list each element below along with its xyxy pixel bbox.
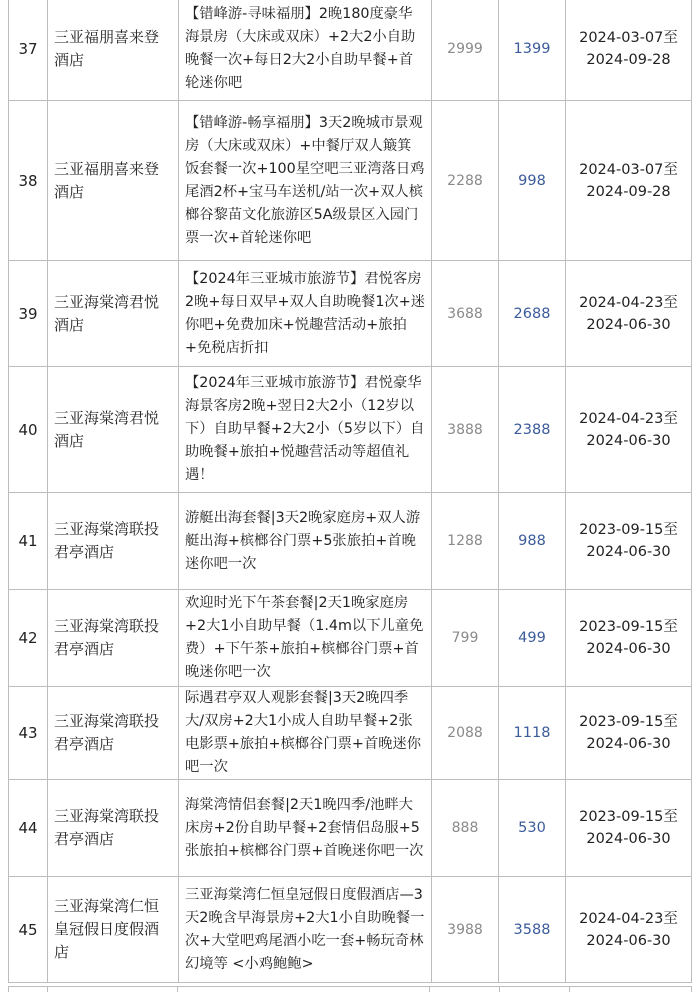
- date-end: 2024-06-30: [586, 544, 671, 560]
- row-number: 38: [9, 101, 48, 261]
- sale-price: 2388: [499, 367, 566, 493]
- sale-price: 988: [499, 493, 566, 590]
- date-start: 2023-09-15至: [579, 522, 678, 538]
- date-end: 2024-06-30: [586, 736, 671, 752]
- table-row: [9, 687, 692, 780]
- table-row: [9, 877, 692, 983]
- date-start: 2024-03-07至: [579, 161, 678, 178]
- hotel-name: 三亚海棠湾君悦酒店: [48, 261, 179, 367]
- validity-period: [566, 877, 692, 983]
- hotel-name: 三亚海棠湾君悦酒店: [48, 367, 179, 493]
- original-price: 3888: [432, 367, 499, 493]
- package-description: 游艇出海套餐|3天2晚家庭房+双人游艇出海+槟榔谷门票+5张旅拍+首晚迷你吧一次: [179, 493, 432, 590]
- sale-price: 998: [499, 101, 566, 261]
- table-row: [9, 493, 692, 590]
- date-end: 2024-09-28: [586, 51, 671, 68]
- date-start: 2024-04-23至: [579, 910, 678, 927]
- package-description: 【2024年三亚城市旅游节】君悦客房2晚+每日双早+双人自助晚餐1次+迷你吧+免费加床+悦趣营活动+旅拍+免税店折扣: [179, 261, 432, 367]
- date-start: 2023-09-15至: [579, 619, 678, 635]
- table-row: [9, 261, 692, 367]
- hotel-package-table: [8, 0, 692, 983]
- date-end: 2024-06-30: [586, 932, 671, 949]
- validity-period: [566, 101, 692, 261]
- hotel-name: 三亚海棠湾联投君亭酒店: [48, 687, 179, 780]
- validity-period: [566, 367, 692, 493]
- validity-period: [566, 687, 692, 780]
- next-row-edge: [8, 986, 692, 992]
- table-row: [9, 0, 692, 101]
- hotel-name: 三亚海棠湾仁恒皇冠假日度假酒店: [48, 877, 179, 983]
- row-number: 42: [9, 590, 48, 687]
- sale-price: 499: [499, 590, 566, 687]
- validity-period: [566, 590, 692, 687]
- sale-price: 530: [499, 780, 566, 877]
- package-description: 海棠湾情侣套餐|2天1晚四季/池畔大床房+2份自助早餐+2套情侣岛服+5张旅拍+槟榔谷门票+首晚迷你吧一次: [179, 780, 432, 877]
- table-row: [9, 367, 692, 493]
- hotel-name: 三亚海棠湾联投君亭酒店: [48, 780, 179, 877]
- original-price: 2999: [432, 0, 499, 101]
- sale-price: 2688: [499, 261, 566, 367]
- original-price: 3988: [432, 877, 499, 983]
- table-row: [9, 780, 692, 877]
- date-start: 2023-09-15至: [579, 714, 678, 730]
- hotel-name: 三亚福朋喜来登酒店: [48, 101, 179, 261]
- original-price: 3688: [432, 261, 499, 367]
- original-price: 2088: [432, 687, 499, 780]
- validity-period: [566, 493, 692, 590]
- package-description: 欢迎时光下午茶套餐|2天1晚家庭房+2大1小自助早餐（1.4m以下儿童免费）+下午茶+旅拍+槟榔谷门票+首晚迷你吧一次: [179, 590, 432, 687]
- original-price: 888: [432, 780, 499, 877]
- validity-period: [566, 261, 692, 367]
- sale-price: 1118: [499, 687, 566, 780]
- package-description: 【错峰游-寻味福朋】2晚180度豪华海景房（大床或双床）+2大2小自助晚餐一次+每日2大2小自助早餐+首轮迷你吧: [179, 0, 432, 101]
- date-end: 2024-06-30: [586, 316, 671, 333]
- validity-period: [566, 0, 692, 101]
- table-row: [9, 101, 692, 261]
- table-row: [9, 590, 692, 687]
- original-price: 1288: [432, 493, 499, 590]
- row-number: 39: [9, 261, 48, 367]
- hotel-name: 三亚福朋喜来登酒店: [48, 0, 179, 101]
- row-number: 41: [9, 493, 48, 590]
- date-start: 2024-04-23至: [579, 294, 678, 311]
- date-end: 2024-06-30: [586, 432, 671, 449]
- validity-period: [566, 780, 692, 877]
- date-end: 2024-06-30: [586, 831, 671, 847]
- sale-price: 3588: [499, 877, 566, 983]
- sale-price: 1399: [499, 0, 566, 101]
- date-end: 2024-09-28: [586, 183, 671, 200]
- package-description: 际遇君亭双人观影套餐|3天2晚四季大/双房+2大1小成人自助早餐+2张电影票+旅拍+槟榔谷门票+首晚迷你吧一次: [179, 687, 432, 780]
- date-start: 2023-09-15至: [579, 809, 678, 825]
- package-description: 【2024年三亚城市旅游节】君悦豪华海景客房2晚+翌日2大2小（12岁以下）自助早餐+2大2小（5岁以下）自助晚餐+旅拍+悦趣营活动等超值礼遇！: [179, 367, 432, 493]
- row-number: 43: [9, 687, 48, 780]
- package-description: 三亚海棠湾仁恒皇冠假日度假酒店—3天2晚含早海景房+2大1小自助晚餐一次+大堂吧鸡尾酒小吃一套+畅玩奇林幻境等 <小鸡鲍鲍>: [179, 877, 432, 983]
- row-number: 40: [9, 367, 48, 493]
- package-description: 【错峰游-畅享福朋】3天2晚城市景观房（大床或双床）+中餐厅双人簸箕饭套餐一次+100星空吧三亚湾落日鸡尾酒2杯+宝马车送机/站一次+双人槟榔谷黎苗文化旅游区5A级景区入园门票一次+首轮迷你吧: [179, 101, 432, 261]
- hotel-name: 三亚海棠湾联投君亭酒店: [48, 493, 179, 590]
- row-number: 37: [9, 0, 48, 101]
- date-start: 2024-04-23至: [579, 410, 678, 427]
- row-number: 44: [9, 780, 48, 877]
- row-number: 45: [9, 877, 48, 983]
- original-price: 799: [432, 590, 499, 687]
- date-start: 2024-03-07至: [579, 29, 678, 46]
- hotel-name: 三亚海棠湾联投君亭酒店: [48, 590, 179, 687]
- date-end: 2024-06-30: [586, 641, 671, 657]
- original-price: 2288: [432, 101, 499, 261]
